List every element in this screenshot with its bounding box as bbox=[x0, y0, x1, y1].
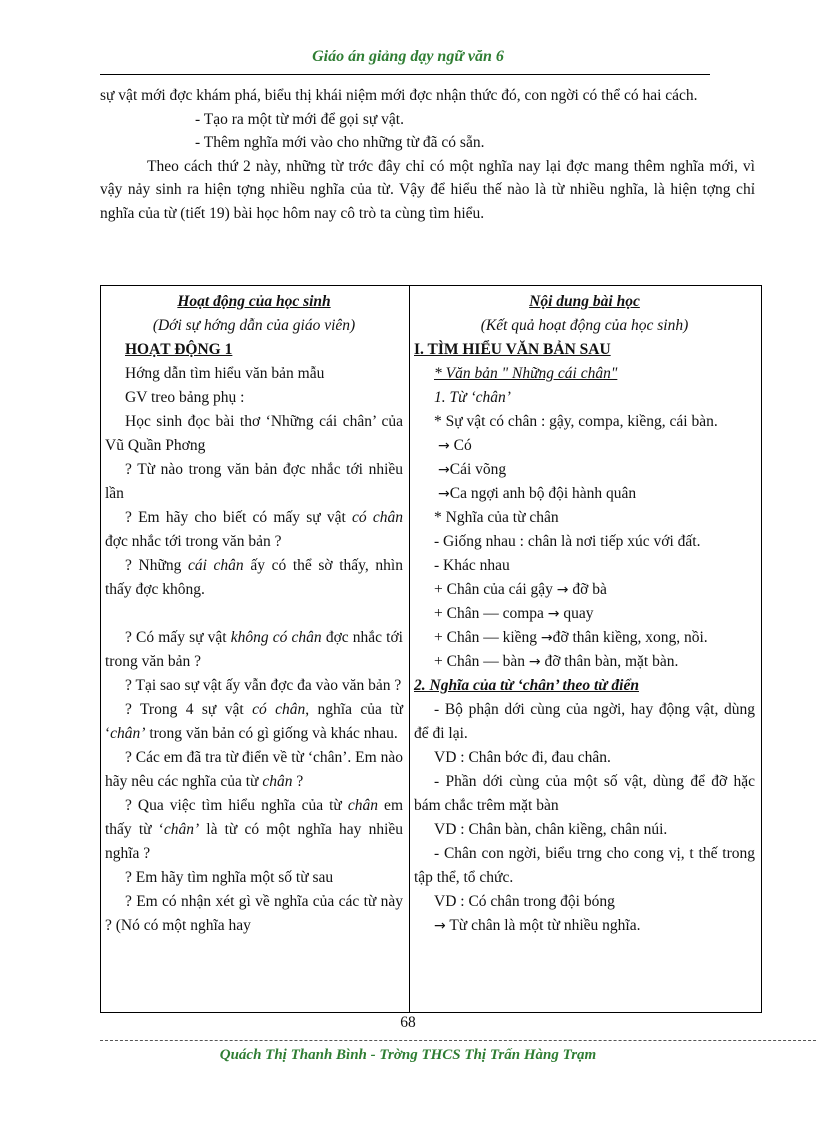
intro-text bbox=[100, 84, 755, 225]
subsection-title: 1. Từ ‘chân’ bbox=[434, 389, 511, 406]
right-line: → Từ chân là một từ nhiều nghĩa. bbox=[434, 917, 641, 934]
header-rule bbox=[100, 74, 710, 75]
intro-paragraph-1: sự vật mới đợc khám phá, biểu thị khái niệm mới đợc nhận thức đó, con ngời có thể có hai cách. bbox=[100, 87, 698, 104]
intro-dash-2: - Thêm nghĩa mới vào cho những từ đã có sẵn. bbox=[195, 134, 485, 151]
arrow-right-icon: → bbox=[547, 606, 560, 622]
right-line: * Nghĩa của từ chân bbox=[434, 509, 559, 526]
arrow-right-icon: → bbox=[540, 630, 553, 646]
arrow-right-icon: → bbox=[438, 486, 450, 502]
left-line: Học sinh đọc bài thơ ‘Những cái chân’ của Vũ Quần Phơng bbox=[105, 413, 403, 454]
left-column bbox=[101, 286, 410, 1013]
arrow-right-icon: → bbox=[528, 654, 541, 670]
arrow-right-icon: → bbox=[556, 582, 569, 598]
right-line: - Giống nhau : chân là nơi tiếp xúc với đất. bbox=[434, 533, 701, 550]
right-line: + Chân — compa → quay bbox=[434, 605, 594, 622]
right-line: → Có bbox=[438, 437, 472, 454]
arrow-right-icon: → bbox=[438, 438, 450, 454]
left-line: GV treo bảng phụ : bbox=[125, 389, 245, 406]
right-column bbox=[410, 286, 762, 1013]
right-line: + Chân — bàn → đỡ thân bàn, mặt bàn. bbox=[434, 653, 679, 670]
left-question: ? Qua việc tìm hiểu nghĩa của từ chân em thấy từ ‘chân’ là từ có một nghĩa hay nhiều nghĩa ? bbox=[105, 797, 404, 862]
right-line: VD : Chân bớc đi, đau chân. bbox=[434, 749, 611, 766]
left-question: ? Trong 4 sự vật có chân, nghĩa của từ ‘chân’ trong văn bản có gì giống và khác nhau. bbox=[105, 701, 403, 742]
page-number: 68 bbox=[400, 1014, 416, 1031]
left-heading: Hoạt động của học sinh bbox=[177, 293, 331, 310]
left-subheading: (Dới sự hớng dẫn của giáo viên) bbox=[152, 317, 356, 334]
left-line: Hớng dẫn tìm hiểu văn bản mẫu bbox=[125, 365, 325, 382]
right-line: VD : Chân bàn, chân kiềng, chân núi. bbox=[434, 821, 668, 838]
right-line: + Chân của cái gậy → đỡ bà bbox=[434, 581, 607, 598]
arrow-right-icon: → bbox=[438, 462, 450, 478]
intro-paragraph-2: Theo cách thứ 2 này, những từ trớc đây chỉ có một nghĩa nay lại đợc mang thêm nghĩa mới, vì vậy nảy sinh ra hiện tợng nhiều nghĩa của từ. Vậy để hiểu thế nào là từ nhiều nghĩa, là hiện tợng chỉ nghĩa của từ (tiết 19) bài học hôm nay cô trò ta cùng tìm hiểu. bbox=[100, 157, 755, 222]
left-question: ? Tại sao sự vật ấy vẫn đợc đa vào văn bản ? bbox=[125, 677, 402, 694]
left-question: ? Từ nào trong văn bản đợc nhắc tới nhiều lần bbox=[105, 461, 403, 502]
footer-rule bbox=[100, 1040, 816, 1041]
right-line: - Khác nhau bbox=[434, 557, 510, 574]
left-question: ? Em hãy cho biết có mấy sự vật có chân đợc nhắc tới trong văn bản ? bbox=[105, 509, 404, 550]
section-heading-2: 2. Nghĩa của từ ‘chân’ theo từ điển bbox=[414, 677, 639, 694]
footer-text: Quách Thị Thanh Bình - Trờng THCS Thị Trấn Hàng Trạm bbox=[219, 1047, 597, 1063]
header-title: Giáo án giảng dạy ngữ văn 6 bbox=[312, 48, 504, 65]
left-question: ? Em hãy tìm nghĩa một số từ sau bbox=[125, 869, 334, 886]
activity-heading: HOẠT ĐỘNG 1 bbox=[125, 341, 233, 358]
right-line: →Cái võng bbox=[438, 461, 507, 478]
left-question: ? Các em đã tra từ điển về từ ‘chân’. Em nào hãy nêu các nghĩa của từ chân ? bbox=[105, 749, 403, 790]
left-question: ? Những cái chân ấy có thể sờ thấy, nhìn thấy đợc không. bbox=[105, 557, 403, 598]
left-question: ? Em có nhận xét gì về nghĩa của các từ này ? (Nó có một nghĩa hay bbox=[105, 893, 403, 934]
right-heading: Nội dung bài học bbox=[529, 293, 640, 310]
text-title: * Văn bản " Những cái chân" bbox=[434, 365, 618, 382]
right-subheading: (Kết quả hoạt động của học sinh) bbox=[480, 317, 689, 334]
right-line: →Ca ngợi anh bộ đội hành quân bbox=[438, 485, 637, 502]
right-line: - Phần dới cùng của một số vật, dùng để đỡ hặc bám chắc trêm mặt bàn bbox=[414, 773, 755, 814]
right-line: * Sự vật có chân : gậy, compa, kiềng, cái bàn. bbox=[434, 413, 718, 430]
section-heading-1: I. TÌM HIỂU VĂN BẢN SAU bbox=[414, 341, 611, 358]
arrow-right-icon: → bbox=[434, 918, 446, 934]
left-question: ? Có mấy sự vật không có chân đợc nhắc tới trong văn bản ? bbox=[105, 629, 403, 670]
right-line: VD : Có chân trong đội bóng bbox=[434, 893, 615, 910]
right-line: + Chân — kiềng →đỡ thân kiềng, xong, nồi. bbox=[434, 629, 708, 646]
right-line: - Chân con ngời, biểu trng cho cong vị, t thế trong tập thể, tổ chức. bbox=[414, 845, 755, 886]
lesson-table bbox=[100, 285, 762, 1013]
intro-dash-1: - Tạo ra một từ mới để gọi sự vật. bbox=[195, 110, 404, 128]
right-line: - Bộ phận dới cùng của ngời, hay động vật, dùng để đi lại. bbox=[414, 701, 755, 742]
